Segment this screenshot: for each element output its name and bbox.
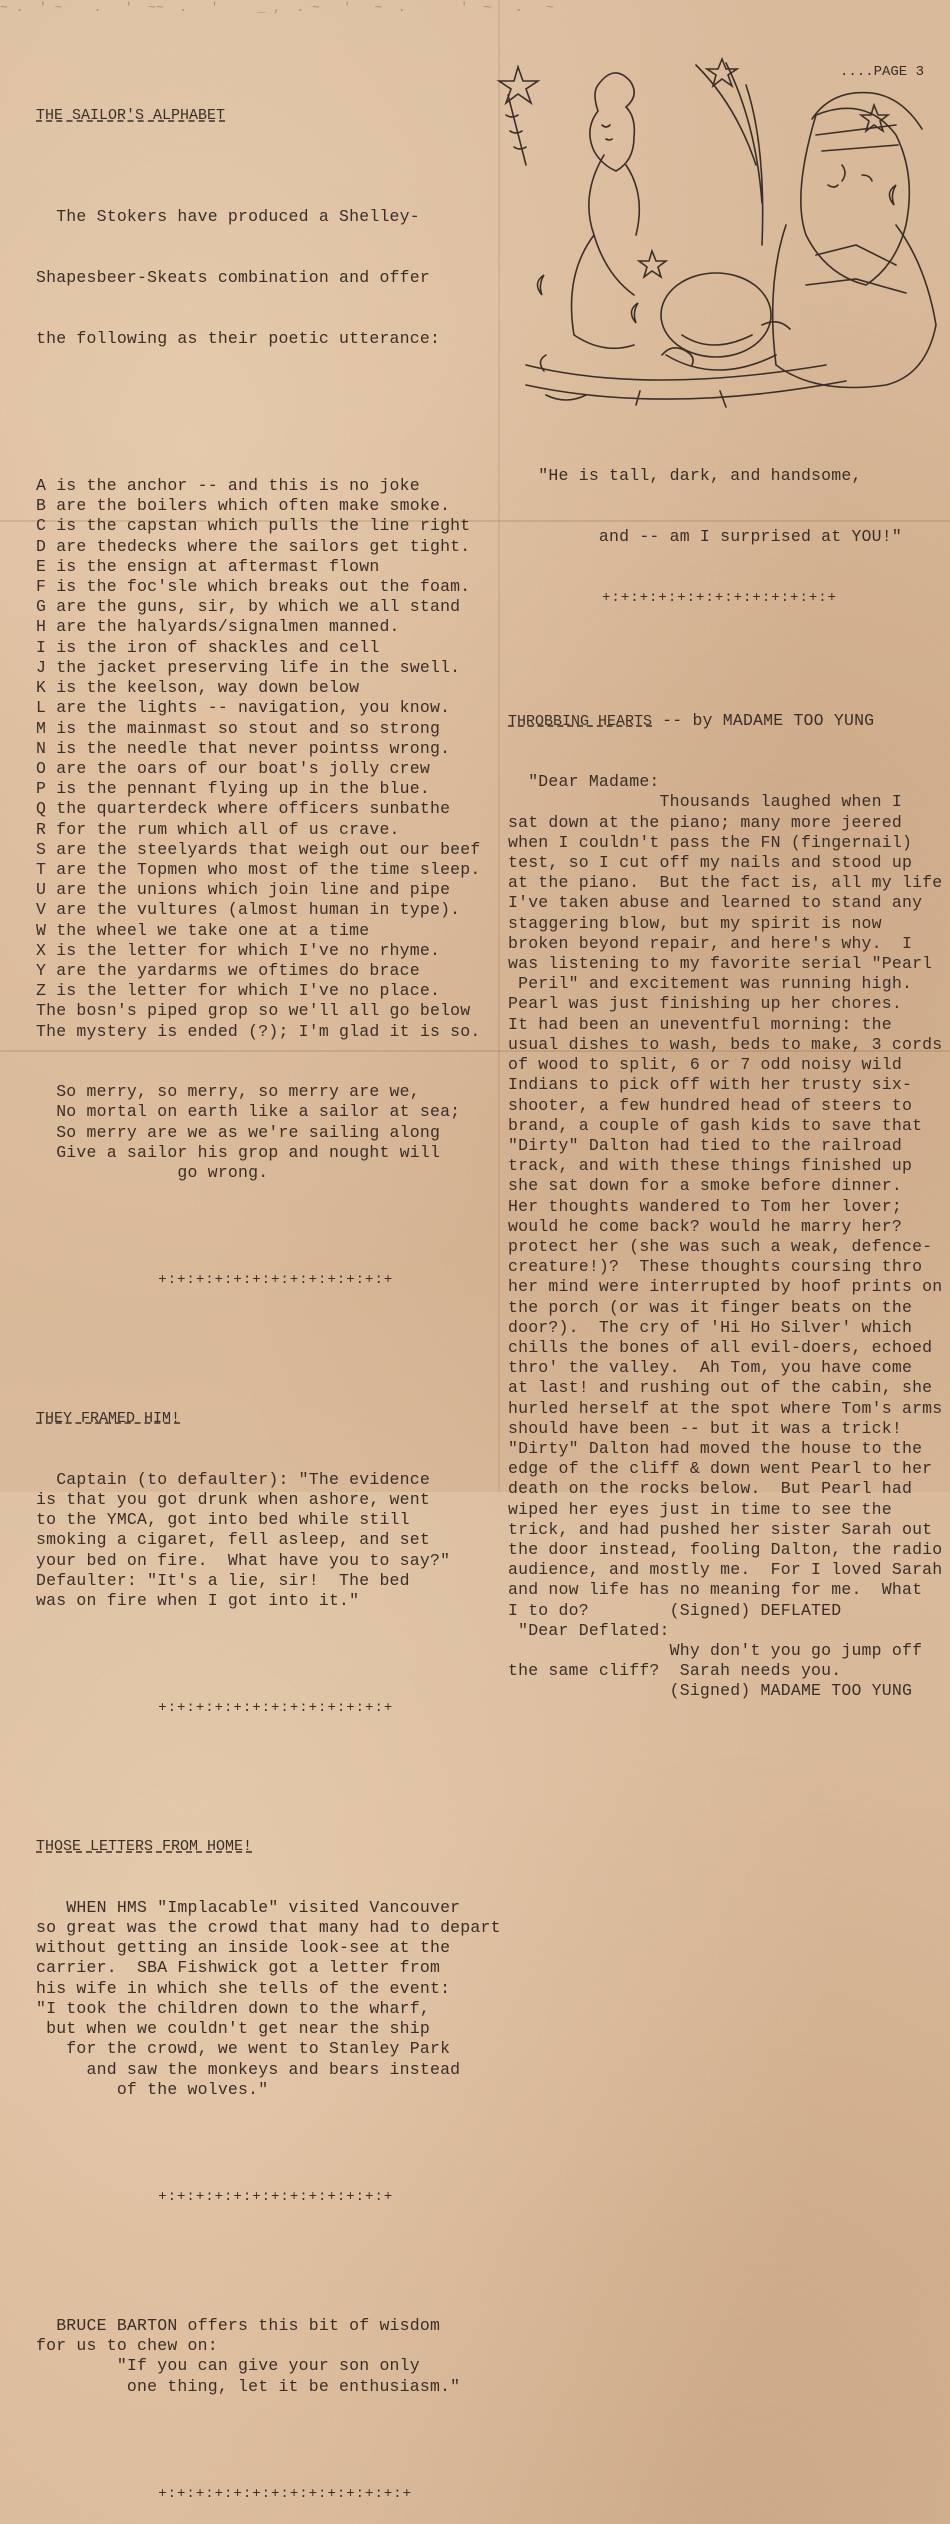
text-line: D are thedecks where the sailors get tight. [36, 536, 471, 556]
text-line: A is the anchor -- and this is no joke [36, 476, 420, 496]
section-separator: +:+:+:+:+:+:+:+:+:+:+:+:+:+ [36, 2485, 413, 2502]
text-line: H are the halyards/signalmen manned. [36, 617, 400, 637]
text-line: staggering blow, but my spirit is now [508, 913, 882, 933]
text-line: "Dirty" Dalton had tied to the railroad [508, 1135, 902, 1155]
text-line: the porch (or was it finger beats on the [508, 1297, 913, 1317]
text-line: S are the steelyards that weigh out our beef [36, 839, 481, 859]
text-line: No mortal on earth like a sailor at sea; [36, 1102, 461, 1122]
text-line: for us to chew on: [36, 2336, 218, 2356]
text-line: P is the pennant flying up in the blue. [36, 779, 430, 799]
text-line: "Dear Madame: [508, 772, 660, 792]
text-line: she sat down for a smoke before dinner. [508, 1176, 902, 1196]
text-line: It had been an uneventful morning: the [508, 1014, 892, 1034]
moon-icon [631, 303, 638, 323]
text-line: I've taken abuse and learned to stand any [508, 893, 923, 913]
text-line: wiped her eyes just in time to see the [508, 1499, 892, 1519]
text-line: N is the needle that never pointss wrong. [36, 738, 451, 758]
text-line: test, so I cut off my nails and stood up [508, 853, 913, 873]
star-icon [499, 67, 538, 103]
text-line: your bed on fire. What have you to say?" [36, 1550, 451, 1570]
text-line: track, and with these things finished up [508, 1156, 913, 1176]
cartoon-caption: "He is tall, dark, and handsome, [508, 466, 862, 486]
moon-icon [889, 185, 896, 205]
text-line: audience, and mostly me. For I loved Sarah [508, 1560, 943, 1580]
text-line: U are the unions which join line and pipe [36, 880, 451, 900]
intro-line: the following as their poetic utterance: [36, 328, 441, 348]
text-line: Why don't you go jump off [508, 1640, 923, 1660]
text-line: and now life has no meaning for me. What [508, 1580, 923, 1600]
text-line: protect her (she was such a weak, defence- [508, 1236, 933, 1256]
text-line: (Signed) MADAME TOO YUNG [508, 1681, 913, 1701]
text-line: but when we couldn't get near the ship [36, 2019, 430, 2039]
bruce-barton-body [36, 2316, 501, 2397]
text-line: death on the rocks below. But Pearl had [508, 1479, 913, 1499]
text-line: Captain (to defaulter): "The evidence [36, 1469, 430, 1489]
text-line: thro' the valley. Ah Tom, you have come [508, 1358, 913, 1378]
text-line: So merry are we as we're sailing along [36, 1122, 441, 1142]
throbbing-hearts-byline: -- by MADAME TOO YUNG [652, 710, 875, 730]
text-line: B are the boilers which often make smoke. [36, 496, 451, 516]
section-separator: +:+:+:+:+:+:+:+:+:+:+:+:+ [508, 589, 838, 606]
text-line: would he come back? would he marry her? [508, 1216, 902, 1236]
text-line: I to do? (Signed) DEFLATED [508, 1600, 842, 1620]
text-line: hurled herself at the spot where Tom's arms [508, 1398, 943, 1418]
text-line: Indians to pick off with her trusty six- [508, 1075, 913, 1095]
text-line: E is the ensign at aftermast flown [36, 556, 380, 576]
text-line: F is the foc'sle which breaks out the foam. [36, 577, 471, 597]
framed-him-body [36, 1470, 501, 1611]
text-line: the door instead, fooling Dalton, the radio [508, 1539, 943, 1559]
text-line: for the crowd, we went to Stanley Park [36, 2039, 451, 2059]
text-line: was on fire when I got into it." [36, 1591, 360, 1611]
alphabet-chorus [36, 1082, 501, 1183]
text-line: of the wolves." [36, 2079, 269, 2099]
right-column [508, 426, 942, 1722]
letters-home-body [36, 1898, 501, 2100]
text-line: trick, and had pushed her sister Sarah out [508, 1519, 933, 1539]
text-line: L are the lights -- navigation, you know. [36, 698, 451, 718]
text-line: smoking a cigaret, fell asleep, and set [36, 1530, 430, 1550]
section-separator: +:+:+:+:+:+:+:+:+:+:+:+:+ [36, 1700, 394, 1717]
text-line: is that you got drunk when ashore, went [36, 1490, 430, 1510]
text-line: his wife in which she tells of the event: [36, 1978, 451, 1998]
section-separator: +:+:+:+:+:+:+:+:+:+:+:+:+ [36, 1271, 394, 1288]
text-line: T are the Topmen who most of the time sleep. [36, 859, 481, 879]
text-line: BRUCE BARTON offers this bit of wisdom [36, 2315, 441, 2335]
text-line: shooter, a few hundred head of steers to [508, 1095, 913, 1115]
text-line: the same cliff? Sarah needs you. [508, 1661, 842, 1681]
text-line: The mystery is ended (?); I'm glad it is so. [36, 1021, 481, 1041]
text-line: K is the keelson, way down below [36, 678, 360, 698]
text-line: Give a sailor his grop and nought will [36, 1142, 441, 1162]
cartoon-caption: and -- am I surprised at YOU!" [508, 527, 902, 547]
text-line: Y are the yardarms we oftimes do brace [36, 960, 420, 980]
letters-home-heading: THOSE LETTERS FROM HOME! [36, 1838, 253, 1856]
text-line: O are the oars of our boat's jolly crew [36, 758, 430, 778]
text-line: was listening to my favorite serial "Pearl [508, 954, 933, 974]
text-line: G are the guns, sir, by which we all stand [36, 597, 461, 617]
text-line: so great was the crowd that many had to depart [36, 1918, 501, 1938]
text-line: one thing, let it be enthusiasm." [36, 2376, 461, 2396]
alphabet-verses [36, 476, 501, 1042]
left-column [36, 66, 501, 2524]
text-line: to the YMCA, got into bed while still [36, 1510, 410, 1530]
table [526, 365, 846, 407]
text-line: "Dear Deflated: [508, 1620, 670, 1640]
text-line: W the wheel we take one at a time [36, 920, 370, 940]
text-line: should have been -- but it was a trick! [508, 1418, 902, 1438]
intro-line: Shapesbeer-Skeats combination and offer [36, 268, 430, 288]
throbbing-hearts-body [508, 772, 942, 1701]
text-line: Thousands laughed when I [508, 792, 902, 812]
text-line: chills the bones of all evil-doers, echoed [508, 1337, 933, 1357]
text-line: C is the capstan which pulls the line right [36, 516, 471, 536]
text-line: edge of the cliff & down went Pearl to her [508, 1459, 933, 1479]
text-line: of wood to split, 6 or 7 odd noisy wild [508, 1055, 902, 1075]
text-line: I is the iron of shackles and cell [36, 637, 380, 657]
text-line: J the jacket preserving life in the swell. [36, 657, 461, 677]
text-line: at last! and rushing out of the cabin, she [508, 1378, 933, 1398]
text-line: "If you can give your son only [36, 2356, 420, 2376]
text-line: "Dirty" Dalton had moved the house to the [508, 1438, 923, 1458]
text-line: Pearl was just finishing up her chores. [508, 994, 902, 1014]
text-line: "I took the children down to the wharf, [36, 1998, 430, 2018]
text-line: Peril" and excitement was running high. [508, 974, 913, 994]
moon-icon [537, 275, 544, 295]
text-line: WHEN HMS "Implacable" visited Vancouver [36, 1897, 461, 1917]
text-line: Her thoughts wandered to Tom her lover; [508, 1196, 902, 1216]
sailors-alphabet-heading: THE SAILOR'S ALPHABET [36, 107, 226, 125]
text-line: when I couldn't pass the FN (fingernail) [508, 832, 913, 852]
text-line: sat down at the piano; many more jeered [508, 812, 902, 832]
text-line: without getting an inside look-see at the [36, 1938, 451, 1958]
sailors-alphabet-intro [36, 167, 501, 389]
text-line: M is the mainmast so stout and so strong [36, 718, 441, 738]
woman-figure [590, 73, 635, 171]
text-line: X is the letter for which I've no rhyme. [36, 940, 441, 960]
section-separator: +:+:+:+:+:+:+:+:+:+:+:+:+ [36, 2188, 394, 2205]
text-line: The bosn's piped grop so we'll all go below [36, 1001, 471, 1021]
top-strip: ~ . ' ~ . ' ~~ . ' _ , . ~ ' ~ . ' ~ . ~ [0, 0, 554, 15]
throbbing-hearts-heading: THROBBING HEARTS [508, 712, 653, 730]
text-line: broken beyond repair, and here's why. I [508, 933, 913, 953]
text-line: R for the rum which all of us crave. [36, 819, 400, 839]
text-line: V are the vultures (almost human in type). [36, 900, 461, 920]
framed-him-heading: THEY FRAMED HIM! [36, 1410, 181, 1428]
intro-line: The Stokers have produced a Shelley- [36, 207, 420, 227]
text-line: So merry, so merry, so merry are we, [36, 1082, 420, 1102]
text-line: brand, a couple of gash kids to save that [508, 1115, 923, 1135]
magic-wand [506, 95, 526, 165]
text-line: and saw the monkeys and bears instead [36, 2059, 461, 2079]
star-icon [639, 251, 666, 277]
text-line: usual dishes to wash, beds to make, 3 cords [508, 1034, 943, 1054]
text-line: go wrong. [36, 1162, 269, 1182]
page-number: ....PAGE 3 [840, 64, 925, 80]
curtain [696, 63, 763, 245]
text-line: Defaulter: "It's a lie, sir! The bed [36, 1570, 410, 1590]
text-line: door?). The cry of 'Hi Ho Silver' which [508, 1317, 913, 1337]
text-line: Z is the letter for which I've no place. [36, 981, 441, 1001]
text-line: Q the quarterdeck where officers sunbathe [36, 799, 451, 819]
text-line: carrier. SBA Fishwick got a letter from [36, 1958, 441, 1978]
text-line: creature!)? These thoughts coursing thro [508, 1257, 923, 1277]
fortune-teller-cartoon [486, 55, 941, 425]
text-line: at the piano. But the fact is, all my life [508, 873, 943, 893]
text-line: her mind were interrupted by hoof prints on [508, 1277, 943, 1297]
